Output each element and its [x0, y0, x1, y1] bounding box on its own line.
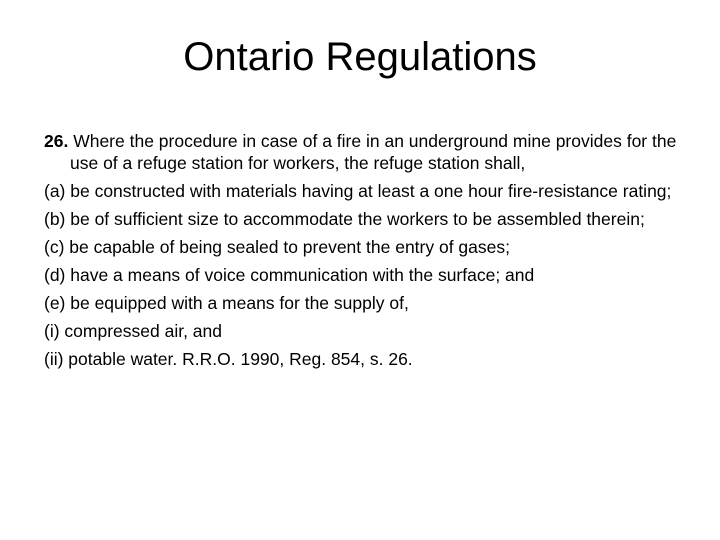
section-intro-text: Where the procedure in case of a fire in an underground mine provides for the use of a refuge station for workers, the refuge station shall, [68, 131, 677, 173]
clause-d: (d) have a means of voice communication with the surface; and [44, 265, 535, 285]
section-intro [44, 130, 684, 174]
clause-e: (e) be equipped with a means for the supply of, [44, 293, 409, 313]
slide-title: Ontario Regulations [183, 35, 537, 79]
subclause-ii: (ii) potable water. R.R.O. 1990, Reg. 854, s. 26. [44, 349, 413, 369]
subclause-i: (i) compressed air, and [44, 321, 222, 341]
clause-c: (c) be capable of being sealed to prevent the entry of gases; [44, 237, 510, 257]
clause-a: (a) be constructed with materials having at least a one hour fire-resistance rating; [44, 181, 672, 201]
section-number: 26. [44, 131, 69, 151]
regulation-body [44, 130, 684, 376]
clause-b: (b) be of sufficient size to accommodate the workers to be assembled therein; [44, 209, 645, 229]
